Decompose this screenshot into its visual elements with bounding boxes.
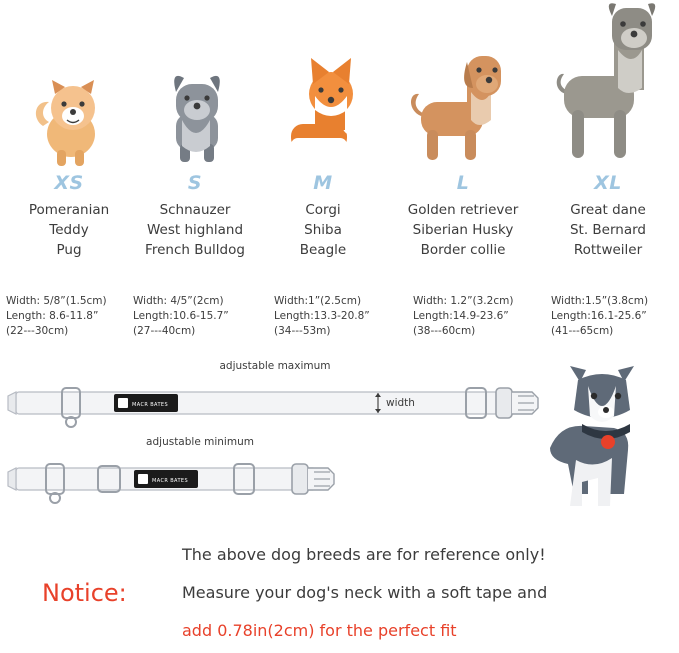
size-column-s bbox=[132, 0, 258, 260]
notice-line-1: Measure your dog's neck with a soft tape and bbox=[182, 583, 548, 602]
breed-list-xs bbox=[6, 200, 132, 260]
breed-list-l bbox=[388, 200, 538, 260]
breed-list-m bbox=[258, 200, 388, 260]
breed-item: Siberian Husky bbox=[412, 222, 514, 238]
breed-item: West highland bbox=[146, 222, 244, 238]
measure-length: Length:16.1-25.6” bbox=[551, 310, 647, 322]
measurements-xs bbox=[6, 294, 107, 339]
measurements-l bbox=[413, 294, 513, 339]
dog-illustration-s bbox=[132, 0, 258, 170]
breed-item: Pug bbox=[56, 242, 82, 258]
breed-item: St. Bernard bbox=[569, 222, 647, 238]
breed-item: Border collie bbox=[420, 242, 506, 258]
collar-min-illustration bbox=[6, 452, 366, 512]
collar-width-label: width bbox=[386, 397, 415, 409]
measure-width: Width: 4/5”(2cm) bbox=[133, 295, 224, 307]
husky-illustration bbox=[520, 362, 670, 522]
adjustable-maximum-caption: adjustable maximum bbox=[219, 360, 331, 372]
measure-length-metric: (22---30cm) bbox=[6, 325, 69, 337]
size-column-l bbox=[388, 0, 538, 260]
size-letter-xs: XS bbox=[54, 172, 84, 194]
measure-width: Width:1.5”(3.8cm) bbox=[551, 295, 649, 307]
measure-length-metric: (27---40cm) bbox=[133, 325, 196, 337]
breed-item: Teddy bbox=[49, 222, 89, 238]
measure-width: Width: 1.2”(3.2cm) bbox=[413, 295, 514, 307]
size-letter-l: L bbox=[456, 172, 470, 194]
dog-illustration-l bbox=[388, 0, 538, 170]
notice-line-2: add 0.78in(2cm) for the perfect fit bbox=[182, 621, 457, 640]
dog-illustration-xl bbox=[538, 0, 678, 170]
measurements-m bbox=[274, 294, 370, 339]
breed-item: Golden retriever bbox=[407, 202, 519, 218]
breed-item: Corgi bbox=[305, 202, 341, 218]
breed-item: Shiba bbox=[304, 222, 342, 238]
size-column-xl bbox=[538, 0, 678, 260]
measure-length: Length:10.6-15.7” bbox=[133, 310, 229, 322]
notice-block bbox=[0, 535, 679, 653]
measure-width: Width:1”(2.5cm) bbox=[274, 295, 362, 307]
svg-text:MACR BATES: MACR BATES bbox=[152, 478, 189, 484]
measure-length-metric: (38---60cm) bbox=[413, 325, 476, 337]
collar-diagrams bbox=[0, 352, 679, 512]
measure-length: Length:13.3-20.8” bbox=[274, 310, 370, 322]
dog-illustration-m bbox=[258, 0, 388, 170]
measure-length: Length: 8.6-11.8” bbox=[6, 310, 99, 322]
size-column-m bbox=[258, 0, 388, 260]
breed-item: Rottweiler bbox=[573, 242, 643, 258]
breed-list-s bbox=[132, 200, 258, 260]
measure-length-metric: (41---65cm) bbox=[551, 325, 614, 337]
svg-text:MACR BATES: MACR BATES bbox=[132, 402, 169, 408]
measure-width: Width: 5/8”(1.5cm) bbox=[6, 295, 107, 307]
breed-item: Schnauzer bbox=[159, 202, 231, 218]
measure-length: Length:14.9-23.6” bbox=[413, 310, 509, 322]
breed-item: Pomeranian bbox=[28, 202, 110, 218]
measure-length-metric: (34---53m) bbox=[274, 325, 331, 337]
measurements-s bbox=[133, 294, 229, 339]
size-letter-s: S bbox=[187, 172, 203, 194]
dog-illustration-xs bbox=[6, 0, 132, 170]
notice-label: Notice: bbox=[42, 579, 127, 607]
breed-list-xl bbox=[538, 200, 678, 260]
breed-item: Great dane bbox=[570, 202, 646, 218]
size-column-xs bbox=[6, 0, 132, 260]
breed-item: Beagle bbox=[299, 242, 347, 258]
measurements-xl bbox=[551, 294, 648, 339]
adjustable-minimum-caption: adjustable minimum bbox=[146, 436, 254, 448]
reference-note: The above dog breeds are for reference only! bbox=[182, 545, 546, 564]
collar-max-illustration bbox=[6, 376, 566, 436]
size-letter-m: M bbox=[313, 172, 333, 194]
breed-item: French Bulldog bbox=[145, 242, 245, 258]
size-letter-xl: XL bbox=[594, 172, 622, 194]
